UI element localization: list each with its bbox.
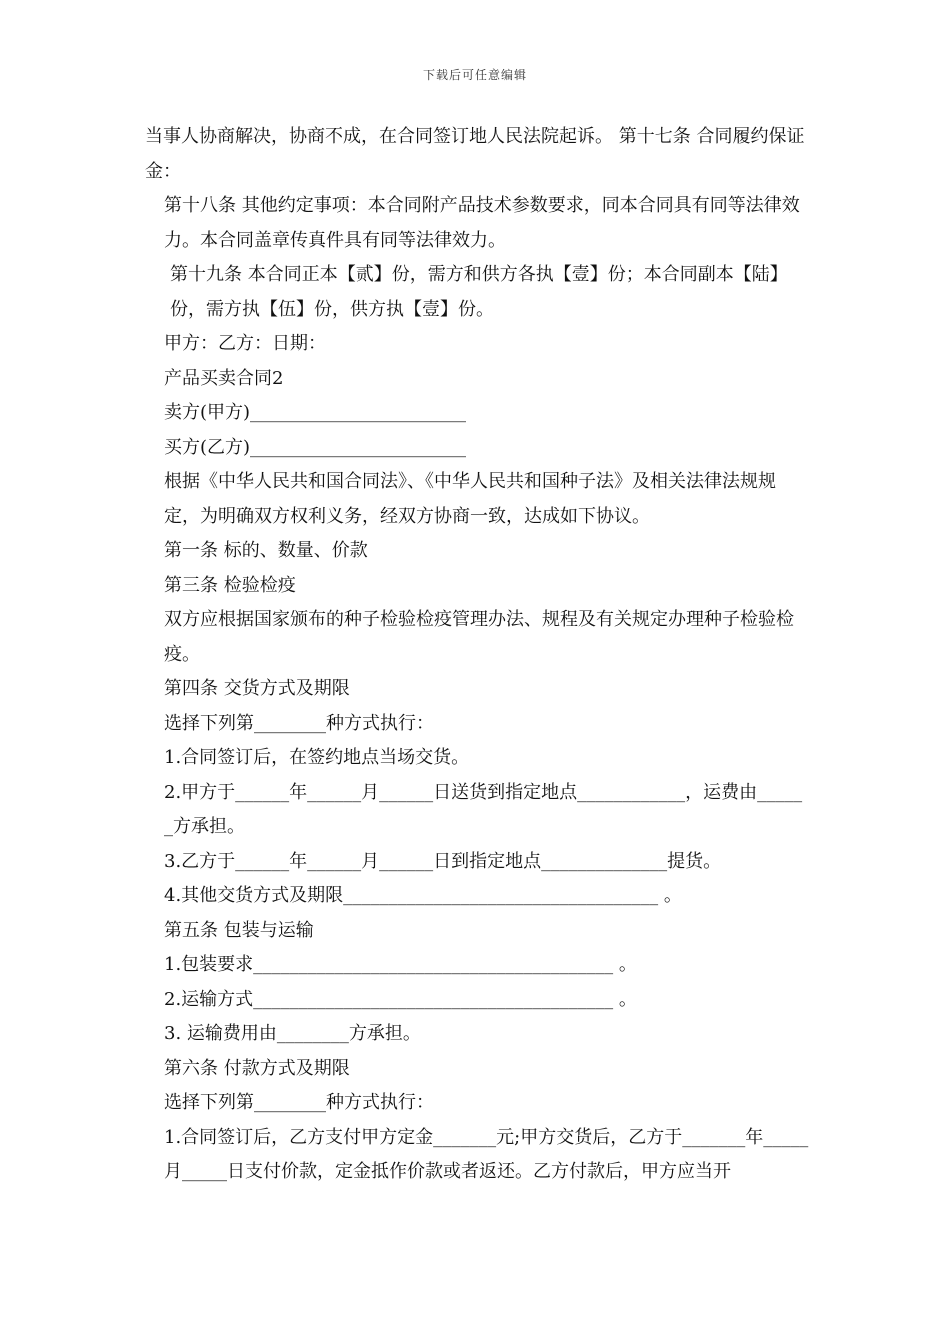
page-header: 下载后可任意编辑 bbox=[422, 68, 527, 82]
packaging-requirement: 1.包装要求________________________________________ 。 bbox=[164, 954, 637, 975]
paragraph-article-19: 第十九条 本合同正本【贰】份，需方和供方各执【壹】份；本合同副本【陆】份，需方执【伍】份，供方执【壹】份。 bbox=[170, 264, 788, 320]
delivery-option-2: 2.甲方于______年______月______日送货到指定地点____________，运费由______方承担。 bbox=[164, 781, 803, 837]
article-4-heading: 第四条 交货方式及期限 bbox=[164, 678, 350, 699]
buyer-line: 买方(乙方)________________________ bbox=[164, 436, 467, 458]
paragraph-inspection: 双方应根据国家颁布的种子检验检疫管理办法、规程及有关规定办理种子检验检疫。 bbox=[164, 609, 794, 665]
paragraph-preamble: 根据《中华人民共和国合同法》、《中华人民共和国种子法》及相关法律法规规定，为明确双方权利义务，经双方协商一致，达成如下协议。 bbox=[164, 471, 776, 527]
payment-option-1: 1.合同签订后，乙方支付甲方定金_______元;甲方交货后，乙方于_______年_____月_____日支付价款，定金抵作价款或者返还。乙方付款后，甲方应当开 bbox=[164, 1126, 809, 1182]
delivery-option-3: 3.乙方于______年______月______日到指定地点______________提货。 bbox=[164, 850, 722, 872]
paragraph-article-18: 第十八条 其他约定事项：本合同附产品技术参数要求，同本合同具有同等法律效力。本合同盖章传真件具有同等法律效力。 bbox=[164, 195, 800, 251]
seller-line: 卖方(甲方)________________________ bbox=[164, 402, 467, 423]
document-body bbox=[145, 120, 810, 1190]
paragraph-dispute-clause: 当事人协商解决，协商不成，在合同签订地人民法院起诉。 第十七条 合同履约保证金： bbox=[145, 126, 805, 182]
article-1-heading: 第一条 标的、数量、价款 bbox=[164, 540, 368, 561]
article-6-heading: 第六条 付款方式及期限 bbox=[164, 1057, 350, 1079]
contract-title: 产品买卖合同2 bbox=[164, 367, 284, 389]
payment-option-select: 选择下列第________种方式执行： bbox=[164, 1092, 434, 1113]
delivery-option-4: 4.其他交货方式及期限___________________________________ 。 bbox=[164, 885, 682, 906]
transport-method: 2.运输方式________________________________________ 。 bbox=[164, 988, 637, 1010]
transport-cost: 3. 运输费用由________方承担。 bbox=[164, 1023, 421, 1044]
article-5-heading: 第五条 包装与运输 bbox=[164, 919, 314, 941]
paragraph-signatures: 甲方：乙方：日期： bbox=[164, 333, 326, 354]
delivery-option-select: 选择下列第________种方式执行： bbox=[164, 712, 434, 734]
article-3-heading: 第三条 检验检疫 bbox=[164, 574, 296, 596]
delivery-option-1: 1.合同签订后，在签约地点当场交货。 bbox=[164, 747, 470, 768]
